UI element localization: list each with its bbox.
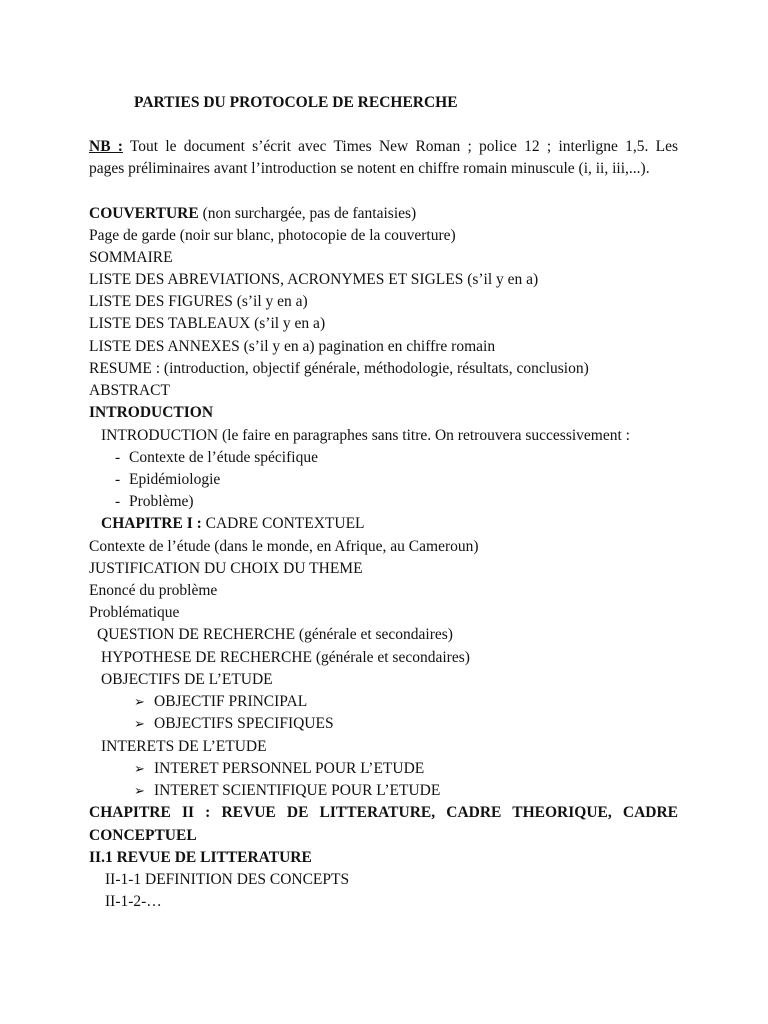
introduction-heading: INTRODUCTION xyxy=(89,404,214,421)
introduction-item-label: Contexte de l’étude spécifique xyxy=(129,449,318,466)
subsection-next: II-1-2-… xyxy=(105,893,162,910)
interet-item-label: INTERET PERSONNEL POUR L’ETUDE xyxy=(154,760,425,777)
liste-annexes: LISTE DES ANNEXES (s’il y en a) pagination en chiffre romain xyxy=(89,338,496,355)
couverture-line xyxy=(89,204,416,224)
nb-paragraph-line-2: pages préliminaires avant l’introduction se notent en chiffre romain minuscule (i, ii, iii,...). xyxy=(89,160,650,177)
sommaire: SOMMAIRE xyxy=(89,249,173,266)
chapitre-2-heading-line-2: CONCEPTUEL xyxy=(89,827,197,844)
objectif-item xyxy=(134,714,334,735)
question-recherche: QUESTION DE RECHERCHE (générale et secondaires) xyxy=(97,626,453,643)
chapitre-1-heading xyxy=(101,514,365,534)
dash-bullet: - xyxy=(115,471,121,488)
nb-text-1: Tout le document s’écrit avec Times New Roman ; police 12 ; interligne 1,5. Les xyxy=(129,138,678,155)
liste-tableaux: LISTE DES TABLEAUX (s’il y en a) xyxy=(89,315,326,332)
interet-item xyxy=(134,781,440,802)
nb-paragraph-line-1 xyxy=(89,137,678,157)
arrow-bullet-icon: ➢ xyxy=(134,695,145,710)
nb-label: NB : xyxy=(89,138,123,155)
introduction-item xyxy=(115,470,220,490)
abstract: ABSTRACT xyxy=(89,382,170,399)
objectifs-etude: OBJECTIFS DE L’ETUDE xyxy=(101,671,273,688)
section-revue-litterature: II.1 REVUE DE LITTERATURE xyxy=(89,849,312,866)
enonce-probleme: Enoncé du problème xyxy=(89,582,218,599)
subsection-definition-concepts: II-1-1 DEFINITION DES CONCEPTS xyxy=(105,871,350,888)
introduction-item xyxy=(115,448,318,468)
introduction-item-label: Epidémiologie xyxy=(129,471,221,488)
couverture-note: (non surchargée, pas de fantaisies) xyxy=(202,205,417,222)
couverture-label: COUVERTURE xyxy=(89,205,199,222)
objectif-item-label: OBJECTIF PRINCIPAL xyxy=(154,693,308,710)
document-title: PARTIES DU PROTOCOLE DE RECHERCHE xyxy=(134,94,458,111)
introduction-item-label: Problème) xyxy=(129,493,194,510)
interets-etude: INTERETS DE L’ETUDE xyxy=(101,738,267,755)
chapitre-1-label: CHAPITRE I : xyxy=(101,515,202,532)
liste-abreviations: LISTE DES ABREVIATIONS, ACRONYMES ET SIGLES (s’il y en a) xyxy=(89,271,539,288)
arrow-bullet-icon: ➢ xyxy=(134,717,145,732)
interet-item-label: INTERET SCIENTIFIQUE POUR L’ETUDE xyxy=(154,782,441,799)
contexte-etude: Contexte de l’étude (dans le monde, en Afrique, au Cameroun) xyxy=(89,538,479,555)
introduction-item xyxy=(115,492,194,512)
objectif-item xyxy=(134,692,307,713)
arrow-bullet-icon: ➢ xyxy=(134,784,145,799)
liste-figures: LISTE DES FIGURES (s’il y en a) xyxy=(89,293,308,310)
dash-bullet: - xyxy=(115,449,121,466)
chapitre-1-title: CADRE CONTEXTUEL xyxy=(205,515,365,532)
page-de-garde: Page de garde (noir sur blanc, photocopie de la couverture) xyxy=(89,227,456,244)
interet-item xyxy=(134,759,424,780)
objectif-item-label: OBJECTIFS SPECIFIQUES xyxy=(154,715,334,732)
arrow-bullet-icon: ➢ xyxy=(134,762,145,777)
resume: RESUME : (introduction, objectif générale, méthodologie, résultats, conclusion) xyxy=(89,360,589,377)
problematique: Problématique xyxy=(89,604,180,621)
chapitre-2-heading-line-1: CHAPITRE II : REVUE DE LITTERATURE, CADRE THEORIQUE, CADRE xyxy=(89,804,678,821)
justification: JUSTIFICATION DU CHOIX DU THEME xyxy=(89,560,363,577)
dash-bullet: - xyxy=(115,493,121,510)
hypothese-recherche: HYPOTHESE DE RECHERCHE (générale et secondaires) xyxy=(101,649,470,666)
introduction-text: INTRODUCTION (le faire en paragraphes sans titre. On retrouvera successivement : xyxy=(101,427,630,444)
